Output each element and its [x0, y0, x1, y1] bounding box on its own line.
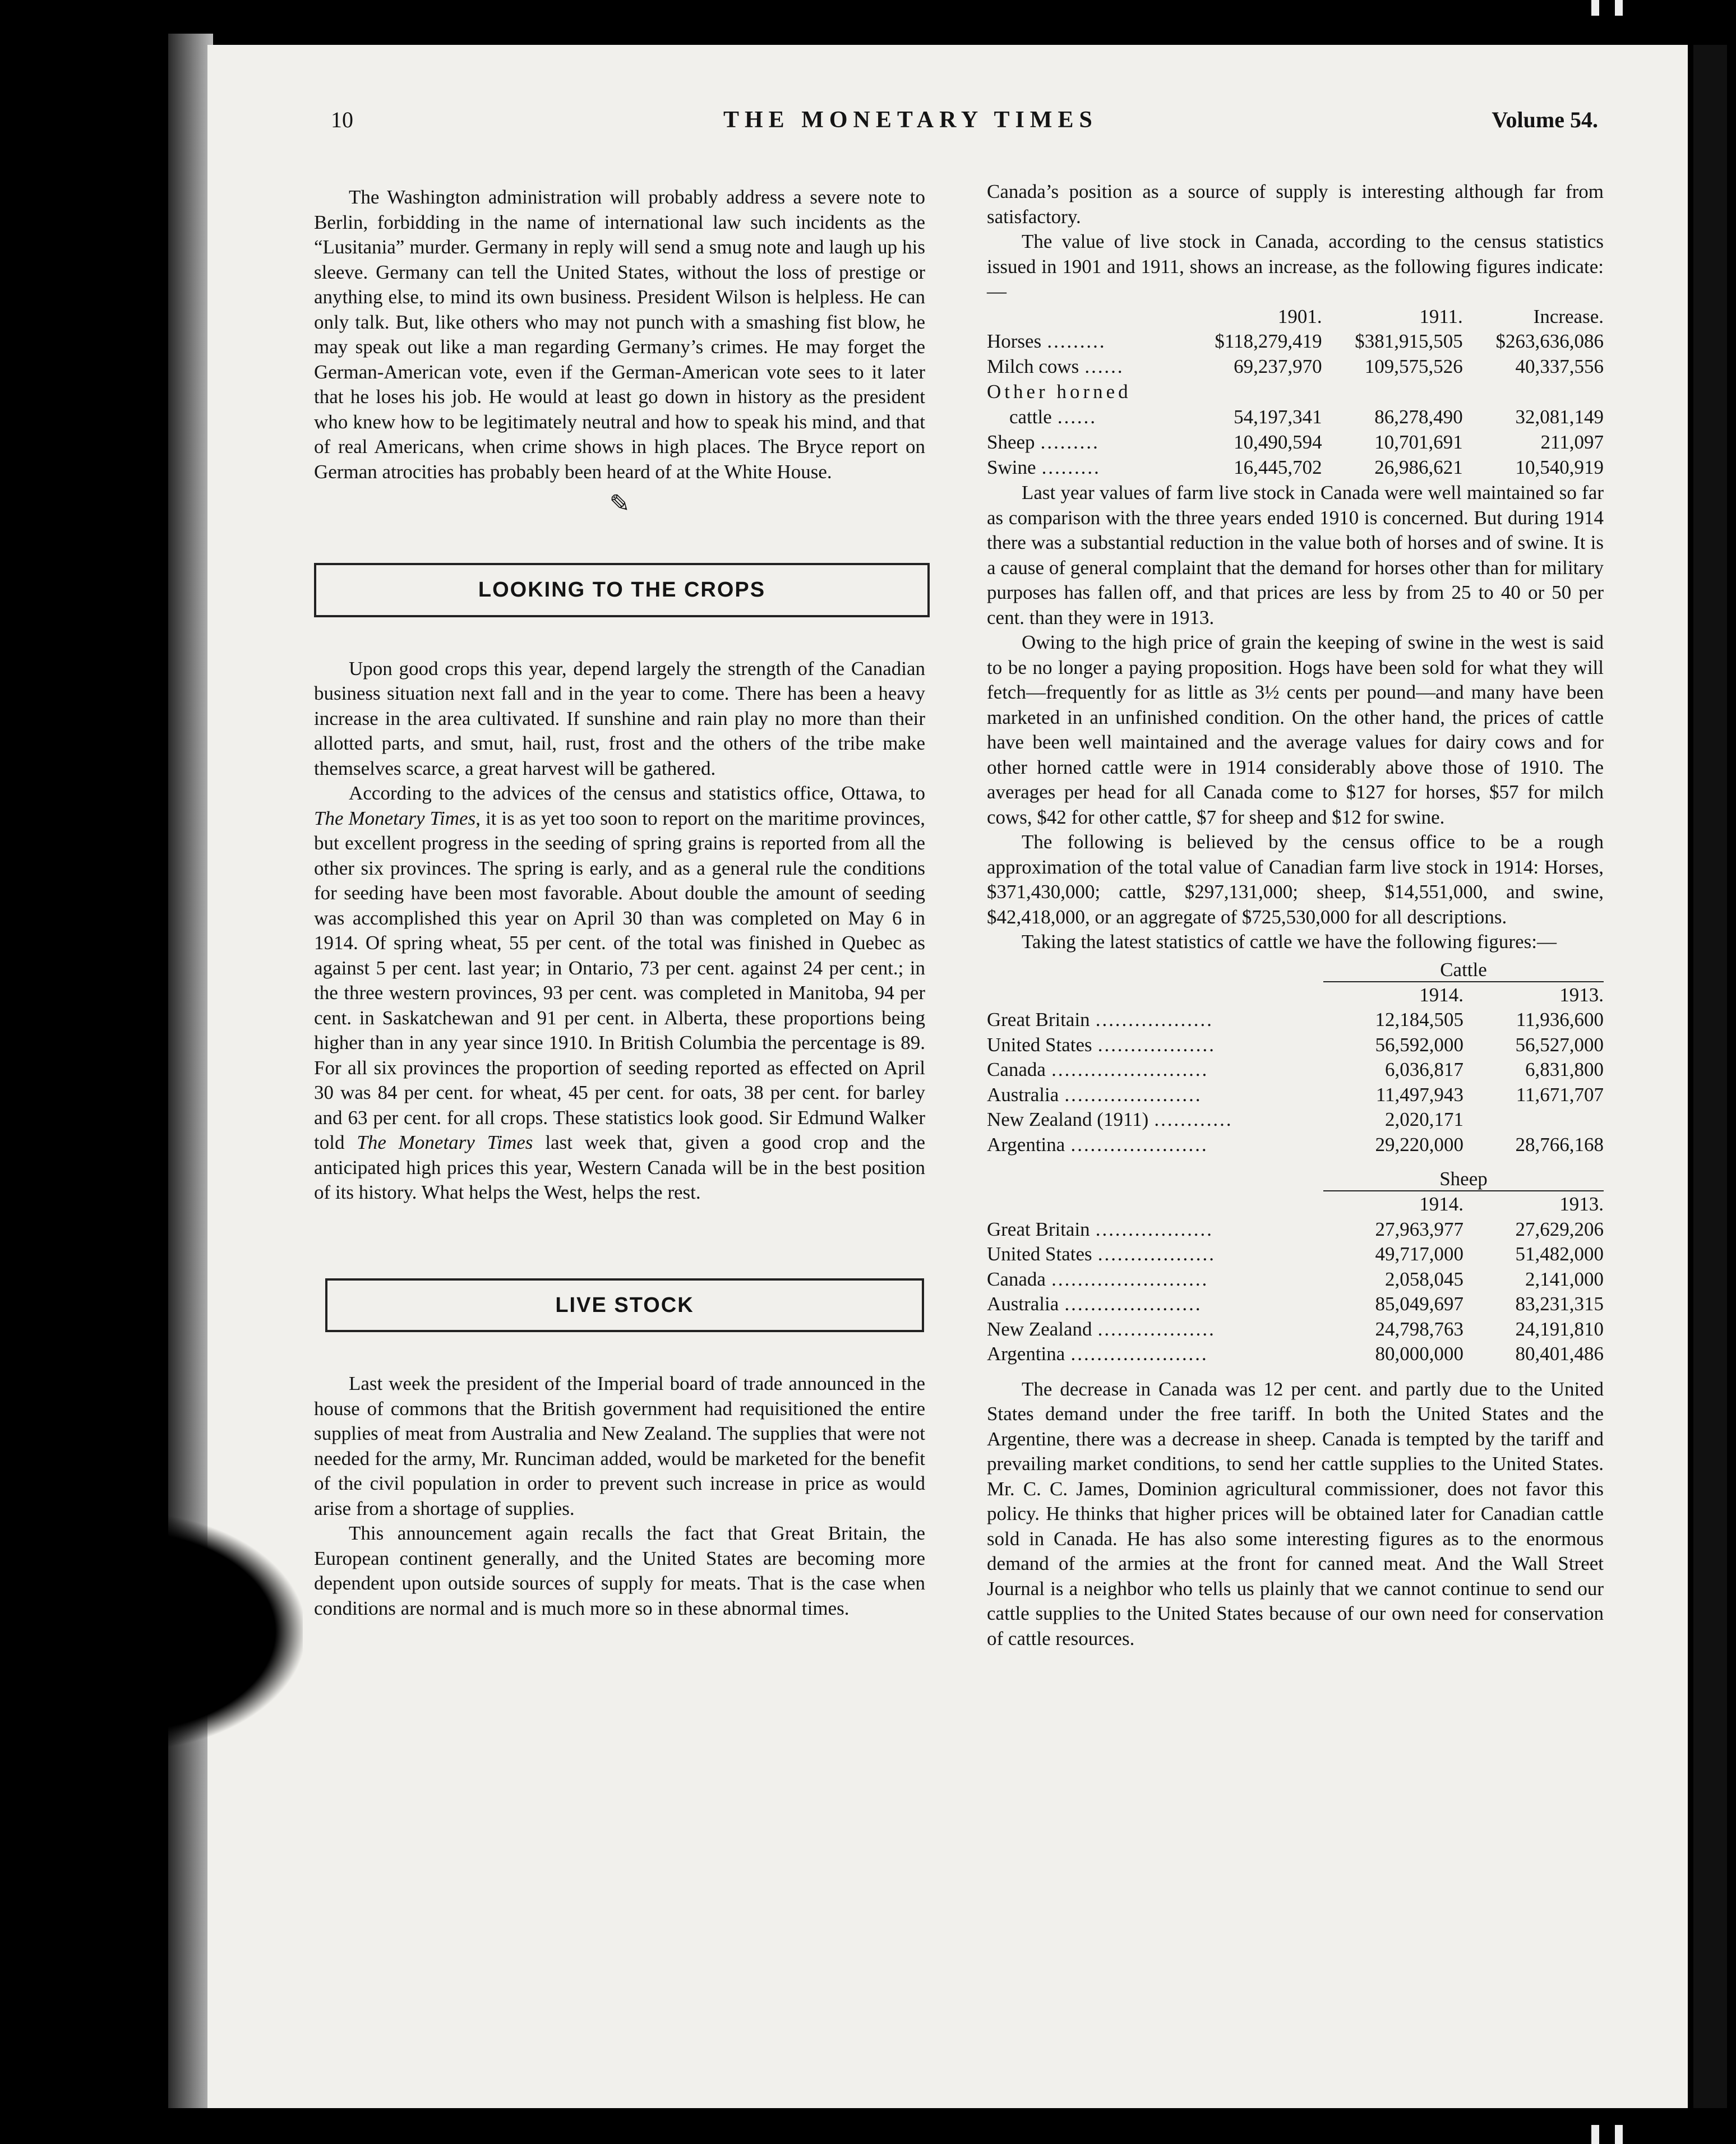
live-paragraph-2: This announcement again recalls the fact that Great Britain, the European continent generally, and the United States are becoming more dependent upon outside sources of supply for meats. That is the case when conditions are normal and is much more so in these abnormal times.	[314, 1522, 925, 1619]
page-header	[331, 107, 1598, 146]
table-row: Australia ………………… 11,497,943 11,671,707	[987, 1083, 1604, 1106]
cattle-table: Cattle 1914. 1913. Great Britain ……………… 12,184,505 11,936,600 United States ……………… 56,592,000 56,527,000 Canada …………………… 6,036,817 6,831,800 Australia ………………… 11,497,943 11,671,707 New Zealand (1911) ………… 2,020,171 Argentina ………………… 29,220,000 28,766,168	[987, 958, 1604, 1158]
table-row: Horses ……… $118,279,419 $381,915,505 $263,636,086	[987, 330, 1604, 353]
table-row: United States ……………… 56,592,000 56,527,000	[987, 1033, 1604, 1056]
table-row: Other horned	[987, 381, 1132, 403]
crops-paragraph-1: Upon good crops this year, depend largely the strength of the Canadian business situation next fall and in the year to come. There has been a heavy increase in the area cultivated. If sunshine and rain play no more than their allotted parts, and smut, hail, rust, frost and the others of the tribe make themselves scarce, a great harvest will be gathered.	[314, 657, 925, 779]
right-paragraph-7: The decrease in Canada was 12 per cent. and partly due to the United States demand under the free tariff. In both the United States and the Argentine, there was a decrease in sheep. Canada is tempted by the tariff and prevailing market conditions, to send her cattle supplies to the United States. Mr. C. C. James, Dominion agricultural commissioner, does not favor this policy. He thinks that higher prices will be obtained later for Canadian cattle sold in Canada. He has also some interesting figures as to the enormous demand of the armies at the front for canned meat. And the Wall Street Journal is a neighbor who tells us plainly that we cannot continue to send our cattle supplies to the United States because of our own need for conservation of cattle resources.	[987, 1378, 1604, 1649]
live-stock-heading: LIVE STOCK	[325, 1278, 924, 1333]
sheep-group-label: Sheep	[1323, 1168, 1604, 1191]
publication-title: THE MONETARY TIMES	[723, 107, 1098, 133]
table-row: Sheep ……… 10,490,594 10,701,691 211,097	[987, 431, 1604, 454]
right-paragraph-2: The value of live stock in Canada, according to the census statistics issued in 1901 and 1911, shows an increase, as the following figures indicate:—	[987, 230, 1604, 302]
right-paragraph-6: Taking the latest statistics of cattle we have the following figures:—	[1022, 931, 1557, 953]
intro-paragraph: The Washington administration will probably address a severe note to Berlin, forbidding in the name of international law such incidents as the “Lusitania” murder. Germany in reply will send a smug note and laugh up his sleeve. Germany can tell the United States, without the loss of prestige or anything else, to mind its own business. President Wilson is helpless. He can only talk. But, like others who may not punch with a smashing fist blow, he may speak out like a man regarding Germany’s crimes. He may forget the German-American vote, even if the German-American vote sees to it later that he loses his job. He would at least go down in history as the president who knew how to be legitimately neutral and how to speak his mind, and that of real Americans, when crime shows in high places. The Bryce report on German atrocities has probably been heard of at the White House.	[314, 186, 925, 483]
edge-mark	[1615, 2125, 1623, 2144]
book-gutter-shadow	[168, 34, 213, 2108]
right-column	[987, 179, 1604, 1651]
table-row: Argentina ………………… 80,000,000 80,401,486	[987, 1343, 1604, 1365]
value-table-header: 1901. 1911. Increase.	[1277, 305, 1604, 327]
sheep-table: Sheep 1914. 1913. Great Britain ……………… 27,963,977 27,629,206 United States ……………… 49,717,000 51,482,000 Canada …………………… 2,058,045 2,141,000 Australia ………………… 85,049,697 83,231,315 New Zealand ……………… 24,798,763 24,191,810 Argentina ………………… 80,000,000 80,401,486	[987, 1167, 1604, 1367]
edge-mark	[1615, 0, 1623, 16]
table-row: New Zealand ……………… 24,798,763 24,191,810	[987, 1318, 1604, 1340]
right-paragraph-3: Last year values of farm live stock in Canada were well maintained so far as comparison with the three years ended 1910 is concerned. But during 1914 there was a substantial reduction in the value both of horses and of swine. It is a cause of general complaint that the demand for horses other than for military purposes has fallen off, and that prices are less by from 25 to 40 or 50 per cent. than they were in 1913.	[987, 482, 1604, 629]
crops-heading: LOOKING TO THE CROPS	[314, 563, 930, 617]
crops-paragraph-2: According to the advices of the census and statistics office, Ottawa, to The Monetary Times, it is as yet too soon to report on the maritime provinces, but excellent progress in the seeding of spring grains is reported from all the other six provinces. The spring is early, and as a general rule the conditions for seeding have been most favorable. About double the amount of seeding was accomplished this year on April 30 than was completed on May 6 in 1914. Of spring wheat, 55 per cent. of the total was finished in Quebec as against 5 per cent. last year; in Ontario, 73 per cent. against 24 per cent.; in the three western provinces, 93 per cent. was completed in Manitoba, 94 per cent. in Saskatchewan and 91 per cent. in Alberta, these proportions being higher than in any year since 1910. In British Columbia the percentage is 89. For all six provinces the proportion of seeding reported as effected on April 30 was 84 per cent. for wheat, 45 per cent. for oats, 38 per cent. for barley and 63 per cent. for all crops. These statistics look good. Sir Edmund Walker told The Monetary Times last week that, given a good crop and the anticipated high prices this year, Western Canada will be in the best position of its history. What helps the West, helps the rest.	[314, 782, 925, 1203]
cattle-group-label: Cattle	[1323, 959, 1604, 982]
page-number: 10	[331, 107, 353, 132]
livestock-value-table	[987, 304, 1604, 481]
table-row: Great Britain ……………… 12,184,505 11,936,600	[987, 1009, 1604, 1031]
right-paragraph-4: Owing to the high price of grain the keeping of swine in the west is said to be no longer a paying proposition. Hogs have been sold for what they will fetch—frequently for as little as 3½ cents per pound—and many have been marketed in an unfinished condition. On the other hand, the prices of cattle have been well maintained and the average values for dairy cows and for other horned cattle were in 1914 considerably above those of 1910. The averages per head for all Canada come to $127 for horses, $57 for milch cows, $42 for other cattle, $7 for sheep and $12 for swine.	[987, 631, 1604, 828]
table-row: New Zealand (1911) ………… 2,020,171	[987, 1108, 1463, 1130]
table-row: Canada …………………… 2,058,045 2,141,000	[987, 1268, 1604, 1290]
scanner-thumb-shadow	[0, 1514, 303, 1749]
live-paragraph-1: Last week the president of the Imperial board of trade announced in the house of commons that the British government had requisitioned the entire supplies of meat from Australia and New Zealand. The supplies that were not needed for the army, Mr. Runciman added, would be marketed for the benefit of the civil population in order to prevent such increase in price as would arise from a shortage of supplies.	[314, 1373, 925, 1519]
left-column	[314, 185, 925, 1621]
table-row: Swine ……… 16,445,702 26,986,621 10,540,919	[987, 456, 1604, 479]
edge-mark	[1591, 2125, 1599, 2144]
table-row: Milch cows …… 69,237,970 109,575,526 40,337,556	[987, 355, 1604, 378]
table-row: Great Britain ……………… 27,963,977 27,629,206	[987, 1218, 1604, 1240]
table-row: Canada …………………… 6,036,817 6,831,800	[987, 1059, 1604, 1080]
edge-mark	[1591, 0, 1599, 16]
table-row: cattle …… 54,197,341 86,278,490 32,081,149	[1009, 406, 1604, 428]
separator-mark: ✎	[609, 490, 630, 517]
volume-label: Volume 54.	[1492, 107, 1598, 132]
table-row: United States ……………… 49,717,000 51,482,000	[987, 1243, 1604, 1265]
table-row: Australia ………………… 85,049,697 83,231,315	[987, 1293, 1604, 1315]
right-paragraph-5: The following is believed by the census office to be a rough approximation of the total value of Canadian farm live stock in 1914: Horses, $371,430,000; cattle, $297,131,000; sheep, $14,551,000, and swine, $42,418,000, or an aggregate of $725,530,000 for all descriptions.	[987, 831, 1604, 928]
right-paragraph-1: Canada’s position as a source of supply is interesting although far from satisfactory.	[987, 181, 1604, 228]
table-row: Argentina ………………… 29,220,000 28,766,168	[987, 1133, 1604, 1156]
book-binding	[1693, 45, 1727, 2108]
